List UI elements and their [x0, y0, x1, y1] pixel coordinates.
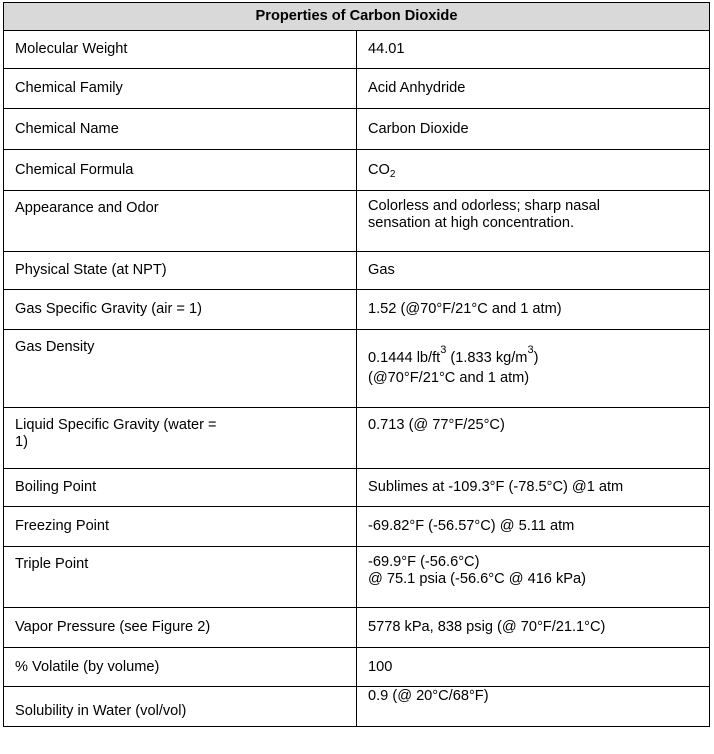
value-line-2: sensation at high concentration. — [368, 215, 575, 231]
row-value — [357, 191, 710, 252]
row-value: Carbon Dioxide — [357, 109, 710, 150]
density-c: ) — [533, 350, 539, 366]
table-title: Properties of Carbon Dioxide — [4, 3, 710, 31]
density-sup-b: 3 — [527, 344, 534, 356]
value-line-1 — [368, 344, 709, 367]
table-row — [4, 608, 710, 648]
table-row — [4, 109, 710, 150]
row-value-formula — [357, 150, 710, 191]
row-value: 0.713 (@ 77°F/25°C) — [357, 408, 710, 469]
row-value: Sublimes at -109.3°F (-78.5°C) @1 atm — [357, 469, 710, 507]
row-label: Appearance and Odor — [4, 191, 357, 252]
row-label: Physical State (at NPT) — [4, 252, 357, 290]
formula-main: CO — [368, 161, 390, 178]
density-a: 0.1444 lb/ft — [368, 350, 441, 366]
density-b: (1.833 kg/m — [446, 350, 528, 366]
row-label: Solubility in Water (vol/vol) — [4, 687, 357, 727]
row-label: Molecular Weight — [4, 31, 357, 69]
table-row — [4, 330, 710, 408]
table-row — [4, 252, 710, 290]
row-label: Chemical Family — [4, 69, 357, 109]
row-value: 1.52 (@70°F/21°C and 1 atm) — [357, 290, 710, 330]
table-row — [4, 648, 710, 687]
table-row — [4, 547, 710, 608]
table-header-row — [4, 3, 710, 31]
row-label: Vapor Pressure (see Figure 2) — [4, 608, 357, 648]
row-label: Boiling Point — [4, 469, 357, 507]
row-value: 100 — [357, 648, 710, 687]
row-label — [4, 408, 357, 469]
value-line-2: @ 75.1 psia (-56.6°C @ 416 kPa) — [368, 571, 586, 587]
row-value: 0.9 (@ 20°C/68°F) — [357, 687, 710, 727]
row-value — [357, 547, 710, 608]
table-row — [4, 408, 710, 469]
label-line-1: Liquid Specific Gravity (water = — [15, 417, 217, 433]
table-row — [4, 69, 710, 109]
row-value — [357, 330, 710, 408]
row-value: 5778 kPa, 838 psig (@ 70°F/21.1°C) — [357, 608, 710, 648]
row-value: Gas — [357, 252, 710, 290]
row-label: Chemical Name — [4, 109, 357, 150]
row-label: % Volatile (by volume) — [4, 648, 357, 687]
row-value: 44.01 — [357, 31, 710, 69]
label-line-2: 1) — [15, 434, 28, 450]
row-value: -69.82°F (-56.57°C) @ 5.11 atm — [357, 507, 710, 547]
properties-table — [3, 2, 710, 727]
table-row — [4, 290, 710, 330]
table-row — [4, 31, 710, 69]
row-value: Acid Anhydride — [357, 69, 710, 109]
table-row — [4, 469, 710, 507]
table-row — [4, 687, 710, 727]
formula-subscript: 2 — [389, 168, 396, 180]
density-sup-a: 3 — [440, 344, 447, 356]
table-row — [4, 150, 710, 191]
table-row — [4, 507, 710, 547]
row-label: Gas Density — [4, 330, 357, 408]
row-label: Chemical Formula — [4, 150, 357, 191]
row-label: Triple Point — [4, 547, 357, 608]
table-row — [4, 191, 710, 252]
value-line-1: -69.9°F (-56.6°C) — [368, 554, 480, 570]
row-label: Gas Specific Gravity (air = 1) — [4, 290, 357, 330]
row-label: Freezing Point — [4, 507, 357, 547]
value-line-1: Colorless and odorless; sharp nasal — [368, 198, 601, 214]
value-line-2: (@70°F/21°C and 1 atm) — [368, 370, 530, 386]
